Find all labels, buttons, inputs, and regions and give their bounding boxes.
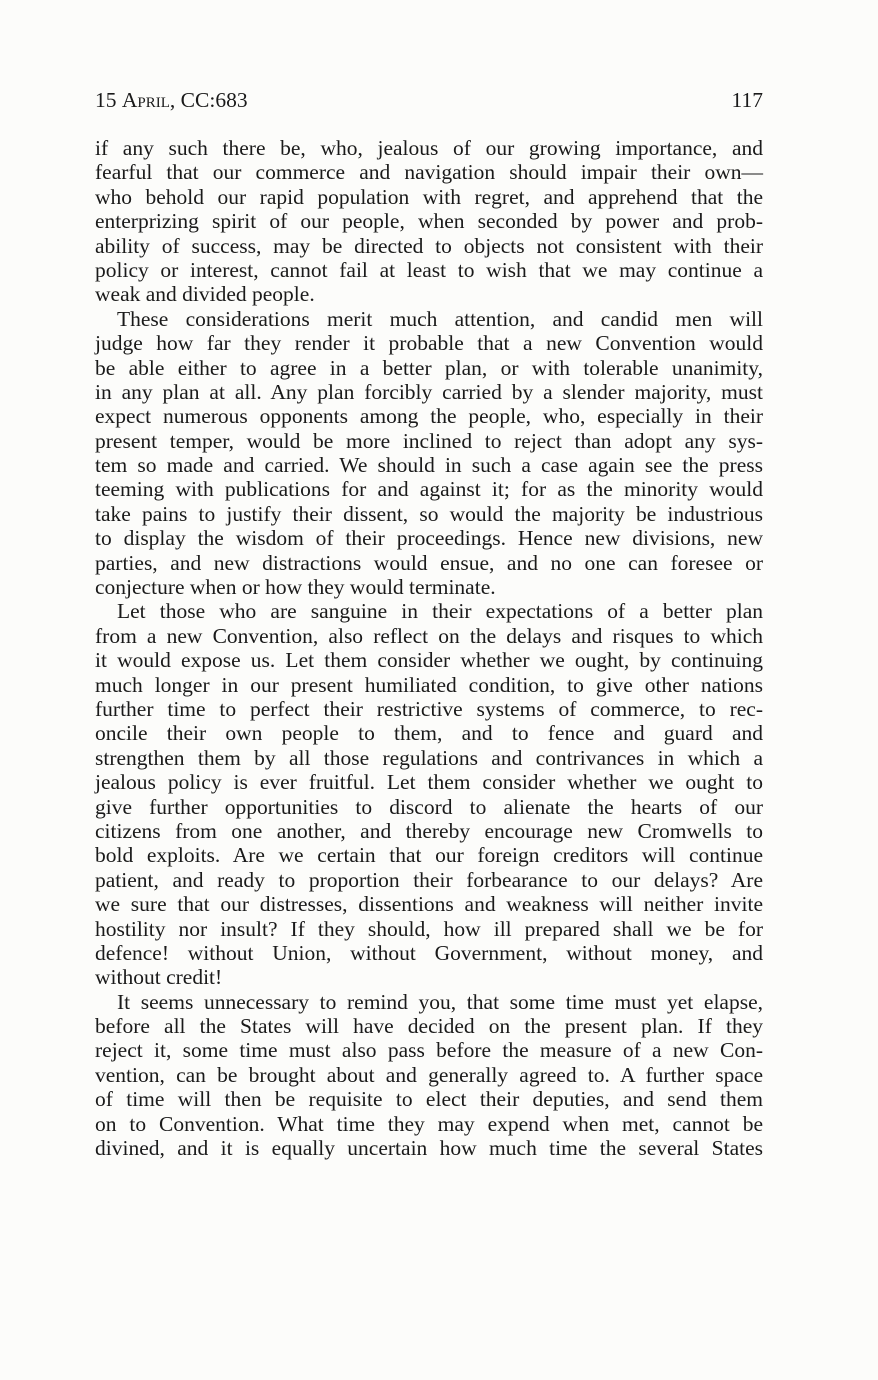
- text-line: teeming with publications for and against it; for as the minority would: [95, 477, 763, 502]
- paragraph: [95, 307, 763, 600]
- document-page: [95, 88, 763, 1160]
- date-number: 15: [95, 88, 117, 112]
- text-line: enterprizing spirit of our people, when seconded by power and prob-: [95, 209, 763, 234]
- text-line: fearful that our commerce and navigation should impair their own—: [95, 160, 763, 185]
- text-line: ability of success, may be directed to objects not consistent with their: [95, 233, 763, 258]
- text-line: to display the wisdom of their proceedings. Hence new divisions, new: [95, 526, 763, 551]
- text-line: citizens from one another, and thereby encourage new Cromwells to: [95, 818, 763, 843]
- running-head: [95, 88, 763, 118]
- text-line: before all the States will have decided on the present plan. If they: [95, 1014, 763, 1039]
- text-line: it would expose us. Let them consider whether we ought, by continuing: [95, 648, 763, 673]
- text-line: give further opportunities to discord to alienate the hearts of our: [95, 794, 763, 819]
- page-number: 117: [731, 88, 763, 112]
- text-line: policy or interest, cannot fail at least to wish that we may continue a: [95, 257, 763, 282]
- text-line: oncile their own people to them, and to fence and guard and: [95, 721, 763, 746]
- text-line: defence! without Union, without Government, without money, and: [95, 940, 763, 965]
- paragraph: [95, 990, 763, 1161]
- text-line: divined, and it is equally uncertain how much time the several States: [95, 1136, 763, 1161]
- text-line: in any plan at all. Any plan forcibly carried by a slender majority, must: [95, 379, 763, 404]
- text-line: expect numerous opponents among the people, who, especially in their: [95, 404, 763, 429]
- text-line: tem so made and carried. We should in such a case again see the press: [95, 453, 763, 478]
- text-line: strengthen them by all those regulations and contrivances in which a: [95, 745, 763, 770]
- text-line: of time will then be requisite to elect their deputies, and send them: [95, 1087, 763, 1112]
- text-line: we sure that our distresses, dissentions and weakness will neither invite: [95, 892, 763, 917]
- text-line: vention, can be brought about and generally agreed to. A further space: [95, 1062, 763, 1087]
- text-line: without credit!: [95, 965, 223, 990]
- text-line: jealous policy is ever fruitful. Let them consider whether we ought to: [95, 770, 763, 795]
- text-line: take pains to justify their dissent, so would the majority be industrious: [95, 501, 763, 526]
- paragraph: [95, 599, 763, 989]
- text-line: parties, and new distractions would ensue, and no one can foresee or: [95, 550, 763, 575]
- body-text: [95, 136, 763, 1160]
- text-line: conjecture when or how they would terminate.: [95, 575, 496, 600]
- text-line: further time to perfect their restrictive systems of commerce, to rec-: [95, 696, 763, 721]
- text-line: bold exploits. Are we certain that our foreign creditors will continue: [95, 843, 763, 868]
- text-line: if any such there be, who, jealous of our growing importance, and: [95, 136, 763, 160]
- text-line: be able either to agree in a better plan, or with tolerable unanimity,: [95, 355, 763, 380]
- text-line: These considerations merit much attention, and candid men will: [117, 306, 763, 331]
- text-line: patient, and ready to proportion their forbearance to our delays? Are: [95, 867, 763, 892]
- document-id: CC:683: [180, 88, 248, 112]
- text-line: hostility nor insult? If they should, how ill prepared shall we be for: [95, 916, 763, 941]
- text-line: present temper, would be more inclined to reject than adopt any sys-: [95, 428, 763, 453]
- text-line: much longer in our present humiliated condition, to give other nations: [95, 672, 763, 697]
- text-line: who behold our rapid population with regret, and apprehend that the: [95, 184, 763, 209]
- running-head-left: [95, 88, 248, 113]
- paragraph: [95, 136, 763, 307]
- text-line: judge how far they render it probable that a new Convention would: [95, 331, 763, 356]
- date-month: April,: [121, 88, 176, 112]
- text-line: Let those who are sanguine in their expectations of a better plan: [117, 599, 763, 624]
- text-line: from a new Convention, also reflect on the delays and risques to which: [95, 623, 763, 648]
- text-line: It seems unnecessary to remind you, that some time must yet elapse,: [117, 989, 763, 1014]
- text-line: on to Convention. What time they may expend when met, cannot be: [95, 1111, 763, 1136]
- text-line: reject it, some time must also pass before the measure of a new Con-: [95, 1038, 763, 1063]
- text-line: weak and divided people.: [95, 282, 315, 307]
